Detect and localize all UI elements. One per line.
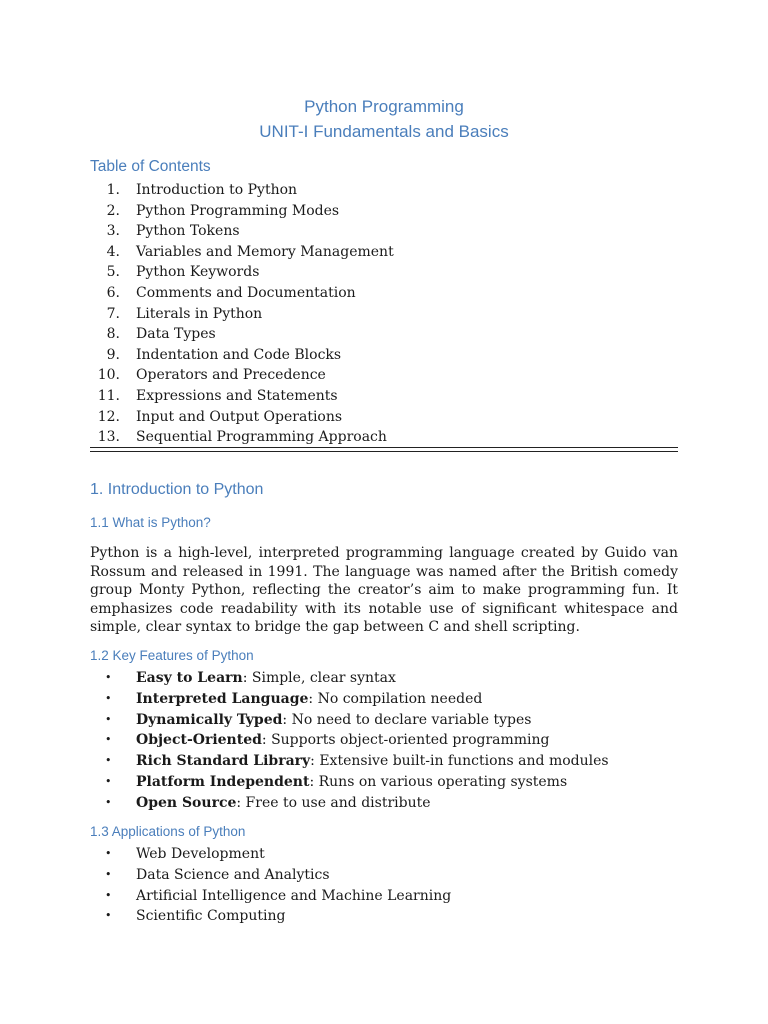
toc-item [90,324,394,345]
list-item [90,710,609,731]
subsection-heading-key-features: 1.2 Key Features of Python [90,648,254,663]
toc-item-label: Python Programming Modes [136,202,340,219]
toc-item [90,262,394,283]
toc-item [90,221,394,242]
toc-item-number: 6. [106,284,120,301]
feature-description: : Extensive built-in functions and modules [310,753,609,770]
toc-item-number: 5. [106,264,120,281]
list-item [90,865,451,886]
toc-item-number: 2. [106,202,120,219]
feature-term: Platform Independent [136,773,310,790]
bullet: • [105,671,112,684]
feature-term: Open Source [136,794,237,811]
feature-description: : Simple, clear syntax [242,670,396,686]
toc-item-label: Sequential Programming Approach [136,429,387,446]
list-item [90,689,609,710]
subsection-heading-applications: 1.3 Applications of Python [90,824,246,839]
toc-item-label: Python Keywords [136,264,260,281]
list-item [90,844,451,865]
list-item [90,751,609,772]
toc-heading: Table of Contents [90,158,211,175]
toc-item-number: 3. [106,223,120,240]
toc-item-label: Python Tokens [136,223,240,240]
toc-item-label: Data Types [136,326,216,343]
toc-item [90,365,394,386]
title-line-1: Python Programming [304,97,464,116]
toc-divider-top [90,447,678,448]
toc-item [90,242,394,263]
toc-item [90,304,394,325]
bullet: • [105,888,112,902]
applications-list [90,844,451,927]
toc-item-label: Variables and Memory Management [136,243,394,260]
table-of-contents [90,180,394,448]
toc-item-label: Input and Output Operations [136,408,343,425]
feature-term: Rich Standard Library [136,753,311,770]
feature-description: : No need to declare variable types [282,711,532,728]
toc-item-number: 1. [106,182,120,198]
bullet: • [105,712,112,726]
bullet: • [105,754,112,768]
feature-term: Dynamically Typed [136,711,283,728]
feature-description: : Supports object-oriented programming [261,732,550,749]
toc-item [90,201,394,222]
feature-description: : Free to use and distribute [236,794,431,811]
toc-item-number: 7. [106,305,120,322]
toc-item-label: Introduction to Python [136,182,298,198]
key-features-list [90,668,609,814]
feature-term: Easy to Learn [136,670,243,686]
bullet: • [105,795,112,809]
toc-item [90,427,394,448]
bullet: • [105,691,112,705]
toc-item [90,386,394,407]
toc-item-label: Literals in Python [136,305,263,322]
feature-description: : No compilation needed [308,690,483,707]
application-label: Data Science and Analytics [136,866,330,883]
title-line-2: UNIT-I Fundamentals and Basics [259,122,509,141]
subsection-heading-what-is-python: 1.1 What is Python? [90,515,211,530]
toc-item-label: Operators and Precedence [136,367,326,384]
bullet: • [105,867,112,881]
section-heading: 1. Introduction to Python [90,481,264,498]
bullet: • [105,733,112,747]
list-item [90,668,609,689]
bullet: • [105,847,112,860]
feature-term: Object-Oriented [136,732,262,749]
toc-item-number: 8. [106,326,120,343]
feature-term: Interpreted Language [136,690,309,707]
toc-item [90,283,394,304]
list-item [90,730,609,751]
list-item [90,793,609,814]
toc-item [90,407,394,428]
toc-item-number: 4. [106,243,120,260]
application-label: Artificial Intelligence and Machine Learning [136,887,452,904]
toc-item-label: Indentation and Code Blocks [136,346,342,363]
toc-item [90,345,394,366]
list-item [90,886,451,907]
toc-item-label: Comments and Documentation [136,284,356,301]
toc-divider-bottom [90,451,678,452]
intro-paragraph: Python is a high-level, interpreted programming language created by Guido van Rossum and released in 1991. The language was named after the British comedy group Monty Python, reflecting the creator’s aim to make programming fun. It emphasizes code readability with its notable use of significant whitespace and simple, clear syntax to bridge the gap between C and shell scripting. [90,545,678,636]
toc-item-number: 10. [97,367,120,384]
list-item [90,772,609,793]
toc-item [90,180,394,201]
list-item [90,906,451,927]
toc-item-number: 13. [97,429,120,446]
toc-item-number: 11. [97,387,120,404]
document-title [0,94,768,144]
application-label: Scientific Computing [136,908,286,925]
toc-item-number: 9. [106,346,120,363]
bullet: • [105,909,112,923]
toc-item-label: Expressions and Statements [136,387,338,404]
application-label: Web Development [136,846,265,862]
feature-description: : Runs on various operating systems [309,773,568,790]
bullet: • [105,774,112,788]
toc-item-number: 12. [97,408,120,425]
